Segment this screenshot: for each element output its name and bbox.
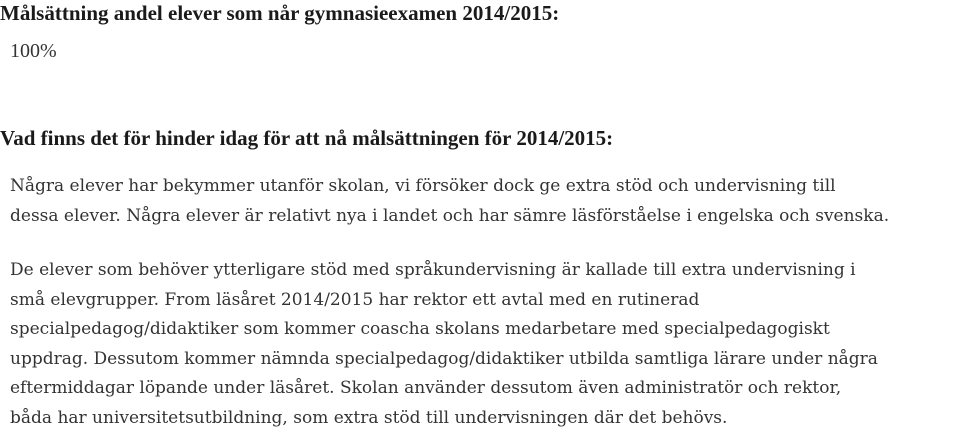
obstacles-heading: Vad finns det för hinder idag för att nå målsättningen för 2014/2015: xyxy=(0,125,613,151)
obstacles-paragraph-1 xyxy=(10,172,960,231)
paragraph-line: uppdrag. Dessutom kommer nämnda specialpedagog/didaktiker utbilda samtliga lärare under några xyxy=(10,345,960,375)
paragraph-line: båda har universitetsutbildning, som extra stöd till undervisningen där det behövs. xyxy=(10,404,960,433)
paragraph-line: eftermiddagar löpande under läsåret. Skolan använder dessutom även administratör och rektor, xyxy=(10,374,960,404)
paragraph-line: specialpedagog/didaktiker som kommer coascha skolans medarbetare med specialpedagogiskt xyxy=(10,315,960,345)
goal-value: 100% xyxy=(10,38,57,64)
paragraph-line: dessa elever. Några elever är relativt nya i landet och har sämre läsförståelse i engelska och svenska. xyxy=(10,202,960,232)
obstacles-paragraph-2 xyxy=(10,256,960,433)
paragraph-line: De elever som behöver ytterligare stöd med språkundervisning är kallade till extra undervisning i xyxy=(10,256,960,286)
paragraph-line: små elevgrupper. From läsåret 2014/2015 har rektor ett avtal med en rutinerad xyxy=(10,286,960,316)
goal-heading: Målsättning andel elever som når gymnasieexamen 2014/2015: xyxy=(0,0,559,26)
paragraph-line: Några elever har bekymmer utanför skolan, vi försöker dock ge extra stöd och undervisning till xyxy=(10,172,960,202)
